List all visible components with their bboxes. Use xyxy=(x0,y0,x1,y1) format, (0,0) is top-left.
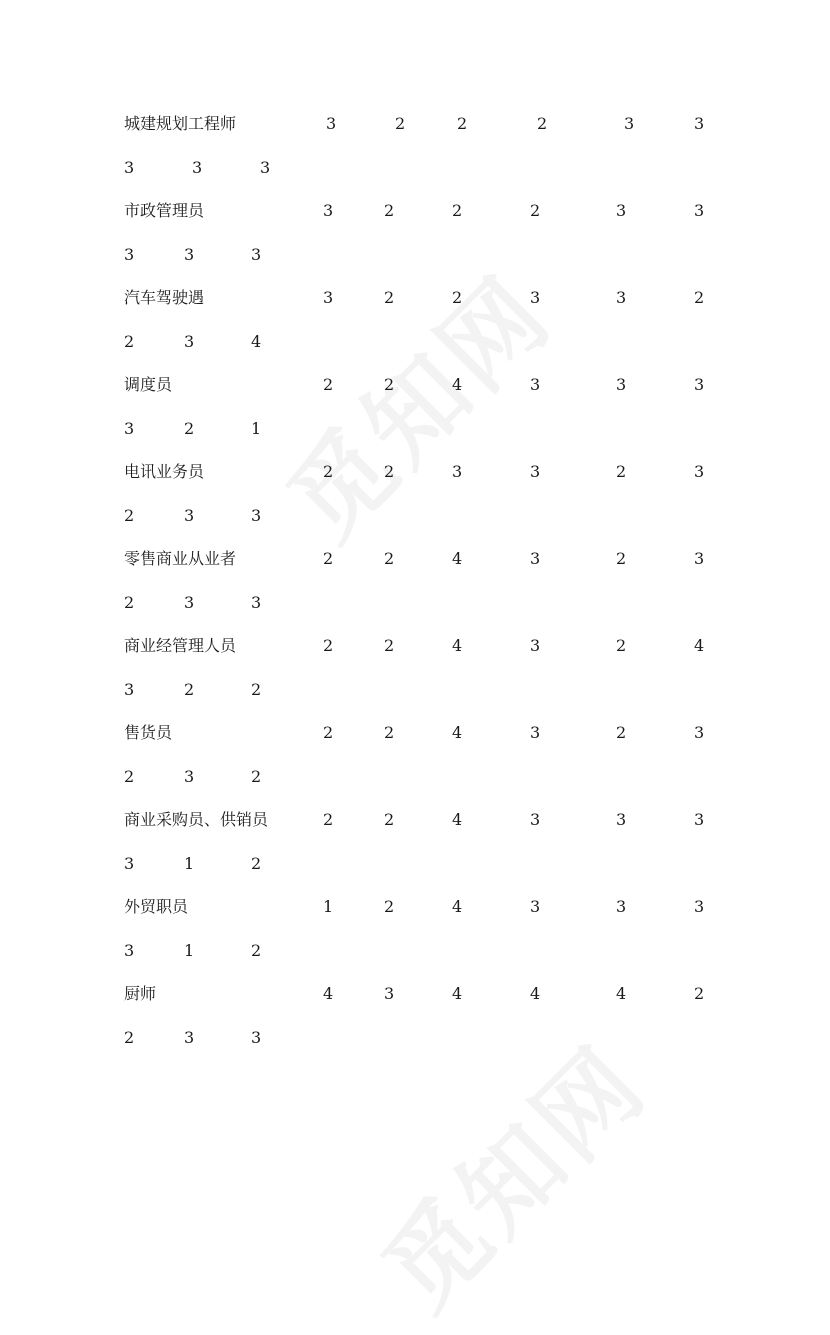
score-value: 2 xyxy=(616,549,627,568)
score-value: 2 xyxy=(384,201,395,220)
occupation-entry xyxy=(0,897,830,984)
extra-score-value: 1 xyxy=(251,419,262,438)
score-value: 2 xyxy=(323,375,334,394)
occupation-label: 零售商业从业者 xyxy=(124,549,237,568)
score-value: 3 xyxy=(616,897,627,916)
score-value: 3 xyxy=(616,810,627,829)
score-value: 2 xyxy=(694,984,705,1003)
score-value: 4 xyxy=(530,984,541,1003)
occupation-label: 商业经管理人员 xyxy=(124,636,237,655)
score-value: 2 xyxy=(457,114,468,133)
occupation-label: 商业采购员、供销员 xyxy=(124,810,269,829)
extra-score-value: 2 xyxy=(124,767,135,786)
extra-score-value: 2 xyxy=(251,941,262,960)
score-value: 2 xyxy=(616,723,627,742)
extra-score-value: 3 xyxy=(192,158,203,177)
score-value: 3 xyxy=(323,201,334,220)
extra-score-value: 2 xyxy=(251,767,262,786)
score-value: 2 xyxy=(616,462,627,481)
occupation-entry xyxy=(0,462,830,549)
score-value: 3 xyxy=(624,114,635,133)
score-value: 3 xyxy=(694,201,705,220)
score-value: 2 xyxy=(616,636,627,655)
extra-score-value: 3 xyxy=(251,593,262,612)
occupation-entry xyxy=(0,984,830,1071)
extra-score-value: 3 xyxy=(251,245,262,264)
occupation-entry xyxy=(0,636,830,723)
occupation-entry xyxy=(0,201,830,288)
score-value: 1 xyxy=(323,897,334,916)
occupation-label: 城建规划工程师 xyxy=(124,114,237,133)
score-value: 3 xyxy=(616,201,627,220)
score-value: 3 xyxy=(530,375,541,394)
extra-score-value: 3 xyxy=(184,1028,195,1047)
extra-score-value: 1 xyxy=(184,941,195,960)
extra-score-value: 3 xyxy=(251,1028,262,1047)
score-value: 3 xyxy=(616,288,627,307)
score-value: 3 xyxy=(530,897,541,916)
extra-score-value: 2 xyxy=(184,419,195,438)
occupation-entry xyxy=(0,114,830,201)
score-value: 3 xyxy=(530,549,541,568)
score-value: 2 xyxy=(384,288,395,307)
score-value: 2 xyxy=(384,810,395,829)
score-value: 4 xyxy=(452,723,463,742)
score-value: 2 xyxy=(537,114,548,133)
occupation-label: 调度员 xyxy=(124,375,173,394)
score-value: 4 xyxy=(452,549,463,568)
extra-score-value: 4 xyxy=(251,332,262,351)
score-value: 3 xyxy=(530,810,541,829)
score-value: 3 xyxy=(694,897,705,916)
score-value: 2 xyxy=(384,723,395,742)
extra-score-value: 3 xyxy=(124,854,135,873)
extra-score-value: 3 xyxy=(124,245,135,264)
score-value: 3 xyxy=(323,288,334,307)
score-value: 4 xyxy=(452,984,463,1003)
score-value: 4 xyxy=(323,984,334,1003)
score-value: 2 xyxy=(384,375,395,394)
score-value: 3 xyxy=(384,984,395,1003)
score-value: 3 xyxy=(530,462,541,481)
extra-score-value: 2 xyxy=(251,680,262,699)
score-value: 3 xyxy=(530,636,541,655)
extra-score-value: 3 xyxy=(124,680,135,699)
occupation-entry xyxy=(0,288,830,375)
score-value: 2 xyxy=(530,201,541,220)
score-value: 3 xyxy=(694,114,705,133)
extra-score-value: 3 xyxy=(251,506,262,525)
occupation-label: 外贸职员 xyxy=(124,897,189,916)
score-value: 3 xyxy=(694,375,705,394)
extra-score-value: 2 xyxy=(124,332,135,351)
score-value: 2 xyxy=(694,288,705,307)
score-value: 4 xyxy=(452,375,463,394)
score-value: 2 xyxy=(395,114,406,133)
occupation-entry xyxy=(0,375,830,462)
score-value: 3 xyxy=(694,810,705,829)
score-value: 3 xyxy=(694,462,705,481)
extra-score-value: 1 xyxy=(184,854,195,873)
score-value: 3 xyxy=(694,549,705,568)
occupation-label: 汽车驾驶遇 xyxy=(124,288,205,307)
score-value: 2 xyxy=(323,462,334,481)
score-value: 2 xyxy=(384,897,395,916)
score-value: 2 xyxy=(323,810,334,829)
score-value: 3 xyxy=(530,288,541,307)
score-value: 2 xyxy=(384,462,395,481)
score-value: 4 xyxy=(452,810,463,829)
extra-score-value: 3 xyxy=(124,419,135,438)
occupation-label: 厨师 xyxy=(124,984,157,1003)
extra-score-value: 2 xyxy=(124,1028,135,1047)
occupation-entry xyxy=(0,723,830,810)
score-value: 3 xyxy=(326,114,337,133)
score-value: 2 xyxy=(452,201,463,220)
score-value: 2 xyxy=(452,288,463,307)
score-value: 3 xyxy=(452,462,463,481)
score-value: 2 xyxy=(323,723,334,742)
occupation-entry xyxy=(0,810,830,897)
score-value: 4 xyxy=(452,636,463,655)
score-value: 4 xyxy=(452,897,463,916)
score-value: 4 xyxy=(616,984,627,1003)
score-value: 2 xyxy=(323,636,334,655)
occupation-label: 售货员 xyxy=(124,723,173,742)
extra-score-value: 2 xyxy=(124,506,135,525)
score-value: 2 xyxy=(384,636,395,655)
extra-score-value: 3 xyxy=(260,158,271,177)
extra-score-value: 3 xyxy=(124,941,135,960)
score-value: 2 xyxy=(323,549,334,568)
score-value: 4 xyxy=(694,636,705,655)
extra-score-value: 3 xyxy=(184,506,195,525)
occupation-label: 市政管理员 xyxy=(124,201,205,220)
occupation-label: 电讯业务员 xyxy=(124,462,205,481)
extra-score-value: 3 xyxy=(184,245,195,264)
score-value: 3 xyxy=(616,375,627,394)
occupation-entry xyxy=(0,549,830,636)
extra-score-value: 2 xyxy=(184,680,195,699)
score-value: 3 xyxy=(530,723,541,742)
extra-score-value: 3 xyxy=(184,767,195,786)
extra-score-value: 3 xyxy=(184,332,195,351)
score-value: 2 xyxy=(384,549,395,568)
extra-score-value: 3 xyxy=(184,593,195,612)
extra-score-value: 2 xyxy=(124,593,135,612)
extra-score-value: 3 xyxy=(124,158,135,177)
extra-score-value: 2 xyxy=(251,854,262,873)
score-value: 3 xyxy=(694,723,705,742)
